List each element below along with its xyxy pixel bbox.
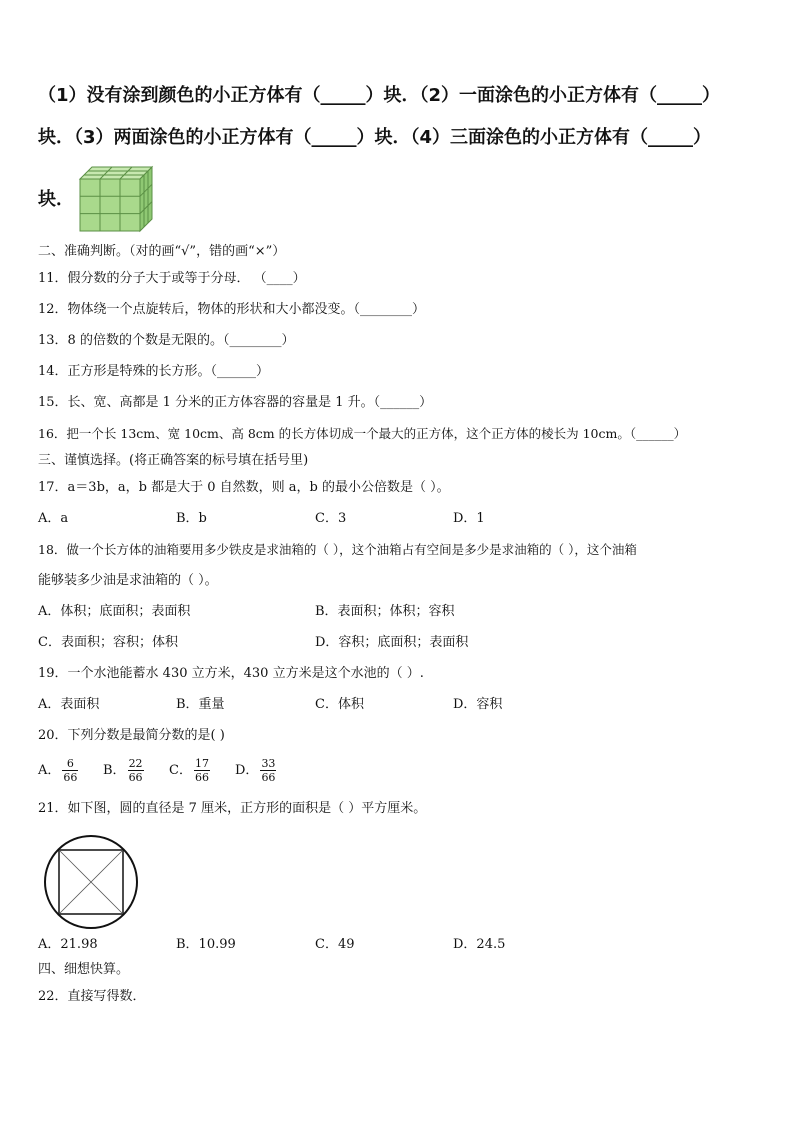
q21-stem: 21．如下图，圆的直径是 7 厘米，正方形的面积是（ ）平方厘米。: [38, 801, 427, 816]
fraction: $\frac{33}{66}$: [261, 757, 276, 784]
q20-option-b: B． $\frac{22}{66}$: [103, 757, 143, 784]
q22: 22．直接写得数．: [38, 989, 146, 1004]
q18-stem-line2: 能够装多少油是求油箱的（ ）。: [38, 573, 218, 588]
q10-line1: （1）没有涂到颜色的小正方体有（_____）块．（2）一面涂色的小正方体有（_____）: [38, 85, 721, 106]
fraction: $\frac{17}{66}$: [194, 757, 209, 784]
q19-option-d: D．容积: [453, 697, 503, 712]
q20-option-c: C． $\frac{17}{66}$: [169, 757, 209, 784]
q18-stem-line1: 18．做一个长方体的油箱要用多少铁皮是求油箱的（ ），这个油箱占有空间是多少是求油箱的（ ），这个油箱: [38, 542, 637, 557]
q18-option-c: C．表面积；容积；体积: [38, 635, 178, 650]
q10-line2: 块．（3）两面涂色的小正方体有（_____）块．（4）三面涂色的小正方体有（_____）: [38, 127, 712, 148]
q19-option-c: C．体积: [315, 697, 364, 712]
section3-title: 三、谨慎选择。(将正确答案的标号填在括号里): [38, 453, 309, 468]
fraction: $\frac{22}{66}$: [128, 757, 143, 784]
q18-option-d: D．容积；底面积；表面积: [315, 635, 469, 650]
q18-option-a: A．体积；底面积；表面积: [38, 604, 191, 619]
q21-option-c: C．49: [315, 937, 355, 952]
q21-option-a: A．21.98: [38, 937, 98, 952]
q14: 14．正方形是特殊的长方形。（______）: [38, 364, 270, 379]
fraction: $\frac{6}{66}$: [63, 757, 78, 784]
q10-line3: 块．: [38, 189, 74, 210]
q17-option-b: B．b: [176, 511, 207, 526]
q20-option-d: D． $\frac{33}{66}$: [235, 757, 276, 784]
cube-figure: [78, 165, 154, 233]
q21-option-d: D．24.5: [453, 937, 506, 952]
q19-option-a: A．表面积: [38, 697, 100, 712]
q21-option-b: B．10.99: [176, 937, 236, 952]
q17-stem: 17．a＝3b，a，b 都是大于 0 自然数，则 a，b 的最小公倍数是（ ）。: [38, 480, 450, 495]
circle-square-figure: [41, 834, 141, 930]
q13: 13．8 的倍数的个数是无限的。（________）: [38, 333, 295, 348]
q19-option-b: B．重量: [176, 697, 225, 712]
q17-option-d: D．1: [453, 511, 485, 526]
q20-stem: 20．下列分数是最简分数的是( ): [38, 728, 225, 743]
q17-option-a: A．a: [38, 511, 69, 526]
section2-title: 二、准确判断。（对的画“√”，错的画“×”）: [38, 244, 286, 259]
q12: 12．物体绕一个点旋转后，物体的形状和大小都没变。（________）: [38, 302, 426, 317]
section4-title: 四、细想快算。: [38, 962, 130, 977]
q16: 16．把一个长 13cm、宽 10cm、高 8cm 的长方体切成一个最大的正方体，这个正方体的棱长为 10cm。（______）: [38, 426, 687, 441]
q18-option-b: B．表面积；体积；容积: [315, 604, 455, 619]
q17-option-c: C．3: [315, 511, 347, 526]
q11: 11．假分数的分子大于或等于分母． （____）: [38, 271, 306, 286]
q19-stem: 19．一个水池能蓄水 430 立方米，430 立方米是这个水池的（ ）.: [38, 666, 424, 681]
q20-option-a: A． $\frac{6}{66}$: [38, 757, 78, 784]
q15: 15．长、宽、高都是 1 分米的正方体容器的容量是 1 升。（______）: [38, 395, 433, 410]
